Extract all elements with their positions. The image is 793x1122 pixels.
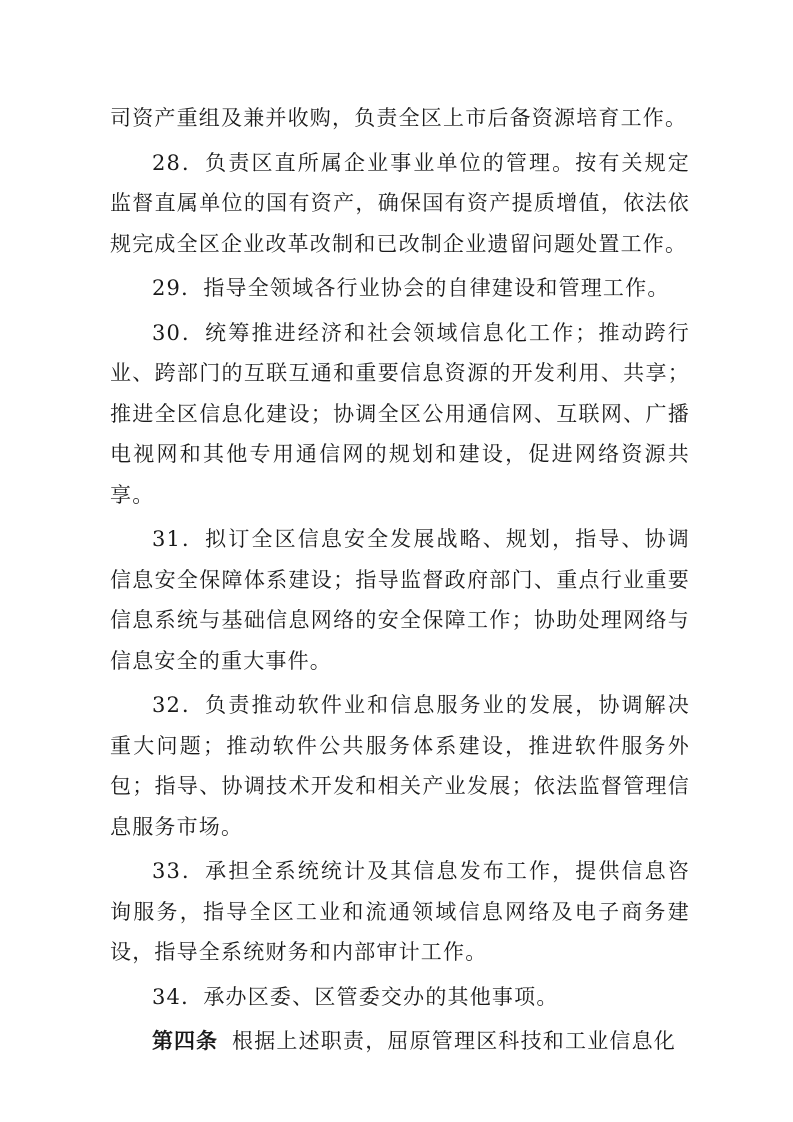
document-page bbox=[110, 98, 690, 1062]
paragraph-30: 30．统筹推进经济和社会领域信息化工作；推动跨行业、跨部门的互联互通和重要信息资源的开发利用、共享；推进全区信息化建设；协调全区公用通信网、互联网、广播电视网和其他专用通信网的规划和建设，促进网络资源共享。 bbox=[110, 320, 690, 507]
paragraph-31: 31．拟订全区信息安全发展战略、规划，指导、协调信息安全保障体系建设；指导监督政府部门、重点行业重要信息系统与基础信息网络的安全保障工作；协助处理网络与信息安全的重大事件。 bbox=[110, 527, 690, 673]
article-4-text: 根据上述职责，屈原管理区科技和工业信息化 bbox=[232, 1029, 676, 1053]
paragraph-28: 28．负责区直所属企业事业单位的管理。按有关规定监督直属单位的国有资产，确保国有资产提质增值，依法依规完成全区企业改革改制和已改制企业遗留问题处置工作。 bbox=[110, 150, 690, 256]
article-4-label: 第四条 bbox=[152, 1029, 218, 1053]
paragraph-32: 32．负责推动软件业和信息服务业的发展，协调解决重大问题；推动软件公共服务体系建设，推进软件服务外包；指导、协调技术开发和相关产业发展；依法监督管理信息服务市场。 bbox=[110, 693, 690, 839]
paragraph-33: 33．承担全系统统计及其信息发布工作，提供信息咨询服务，指导全区工业和流通领域信息网络及电子商务建设，指导全系统财务和内部审计工作。 bbox=[110, 859, 690, 964]
article-4 bbox=[110, 1021, 690, 1062]
paragraph-27-continued: 司资产重组及兼并收购，负责全区上市后备资源培育工作。 bbox=[110, 106, 688, 130]
paragraph-34: 34．承办区委、区管委交办的其他事项。 bbox=[152, 984, 559, 1009]
paragraph-29: 29．指导全领域各行业协会的自律建设和管理工作。 bbox=[152, 276, 670, 300]
